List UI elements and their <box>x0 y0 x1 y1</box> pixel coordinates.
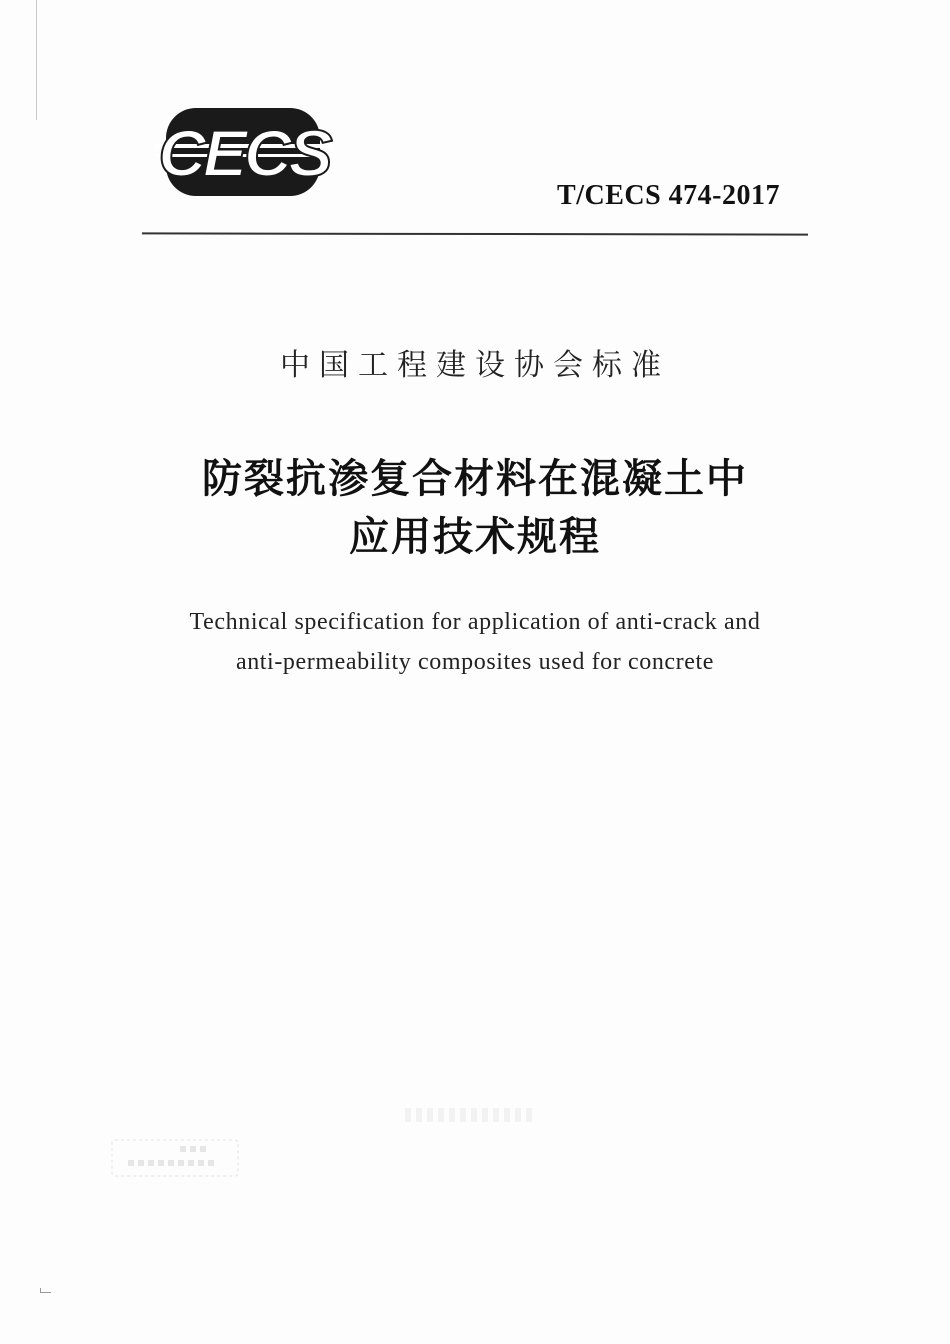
standard-number: T/CECS 474-2017 <box>557 180 780 211</box>
library-stamp-icon <box>110 1138 240 1178</box>
header-divider <box>142 232 808 235</box>
title-english-line-2: anti-permeability composites used for concrete <box>235 649 715 675</box>
title-chinese <box>100 450 850 566</box>
title-english-line-1: Technical specification for application of anti-crack and <box>189 609 761 635</box>
cecs-logo <box>150 102 338 202</box>
faint-scan-mark <box>405 1108 535 1122</box>
cecs-logo-text: CECS <box>158 116 330 190</box>
title-chinese-line-1: 防裂抗渗复合材料在混凝土中 <box>202 456 748 502</box>
title-english <box>110 602 840 682</box>
scan-edge-line <box>36 0 37 120</box>
scan-corner-mark <box>40 1288 51 1293</box>
title-chinese-line-2: 应用技术规程 <box>349 514 601 560</box>
association-name: 中国工程建设协会标准 <box>280 348 670 383</box>
